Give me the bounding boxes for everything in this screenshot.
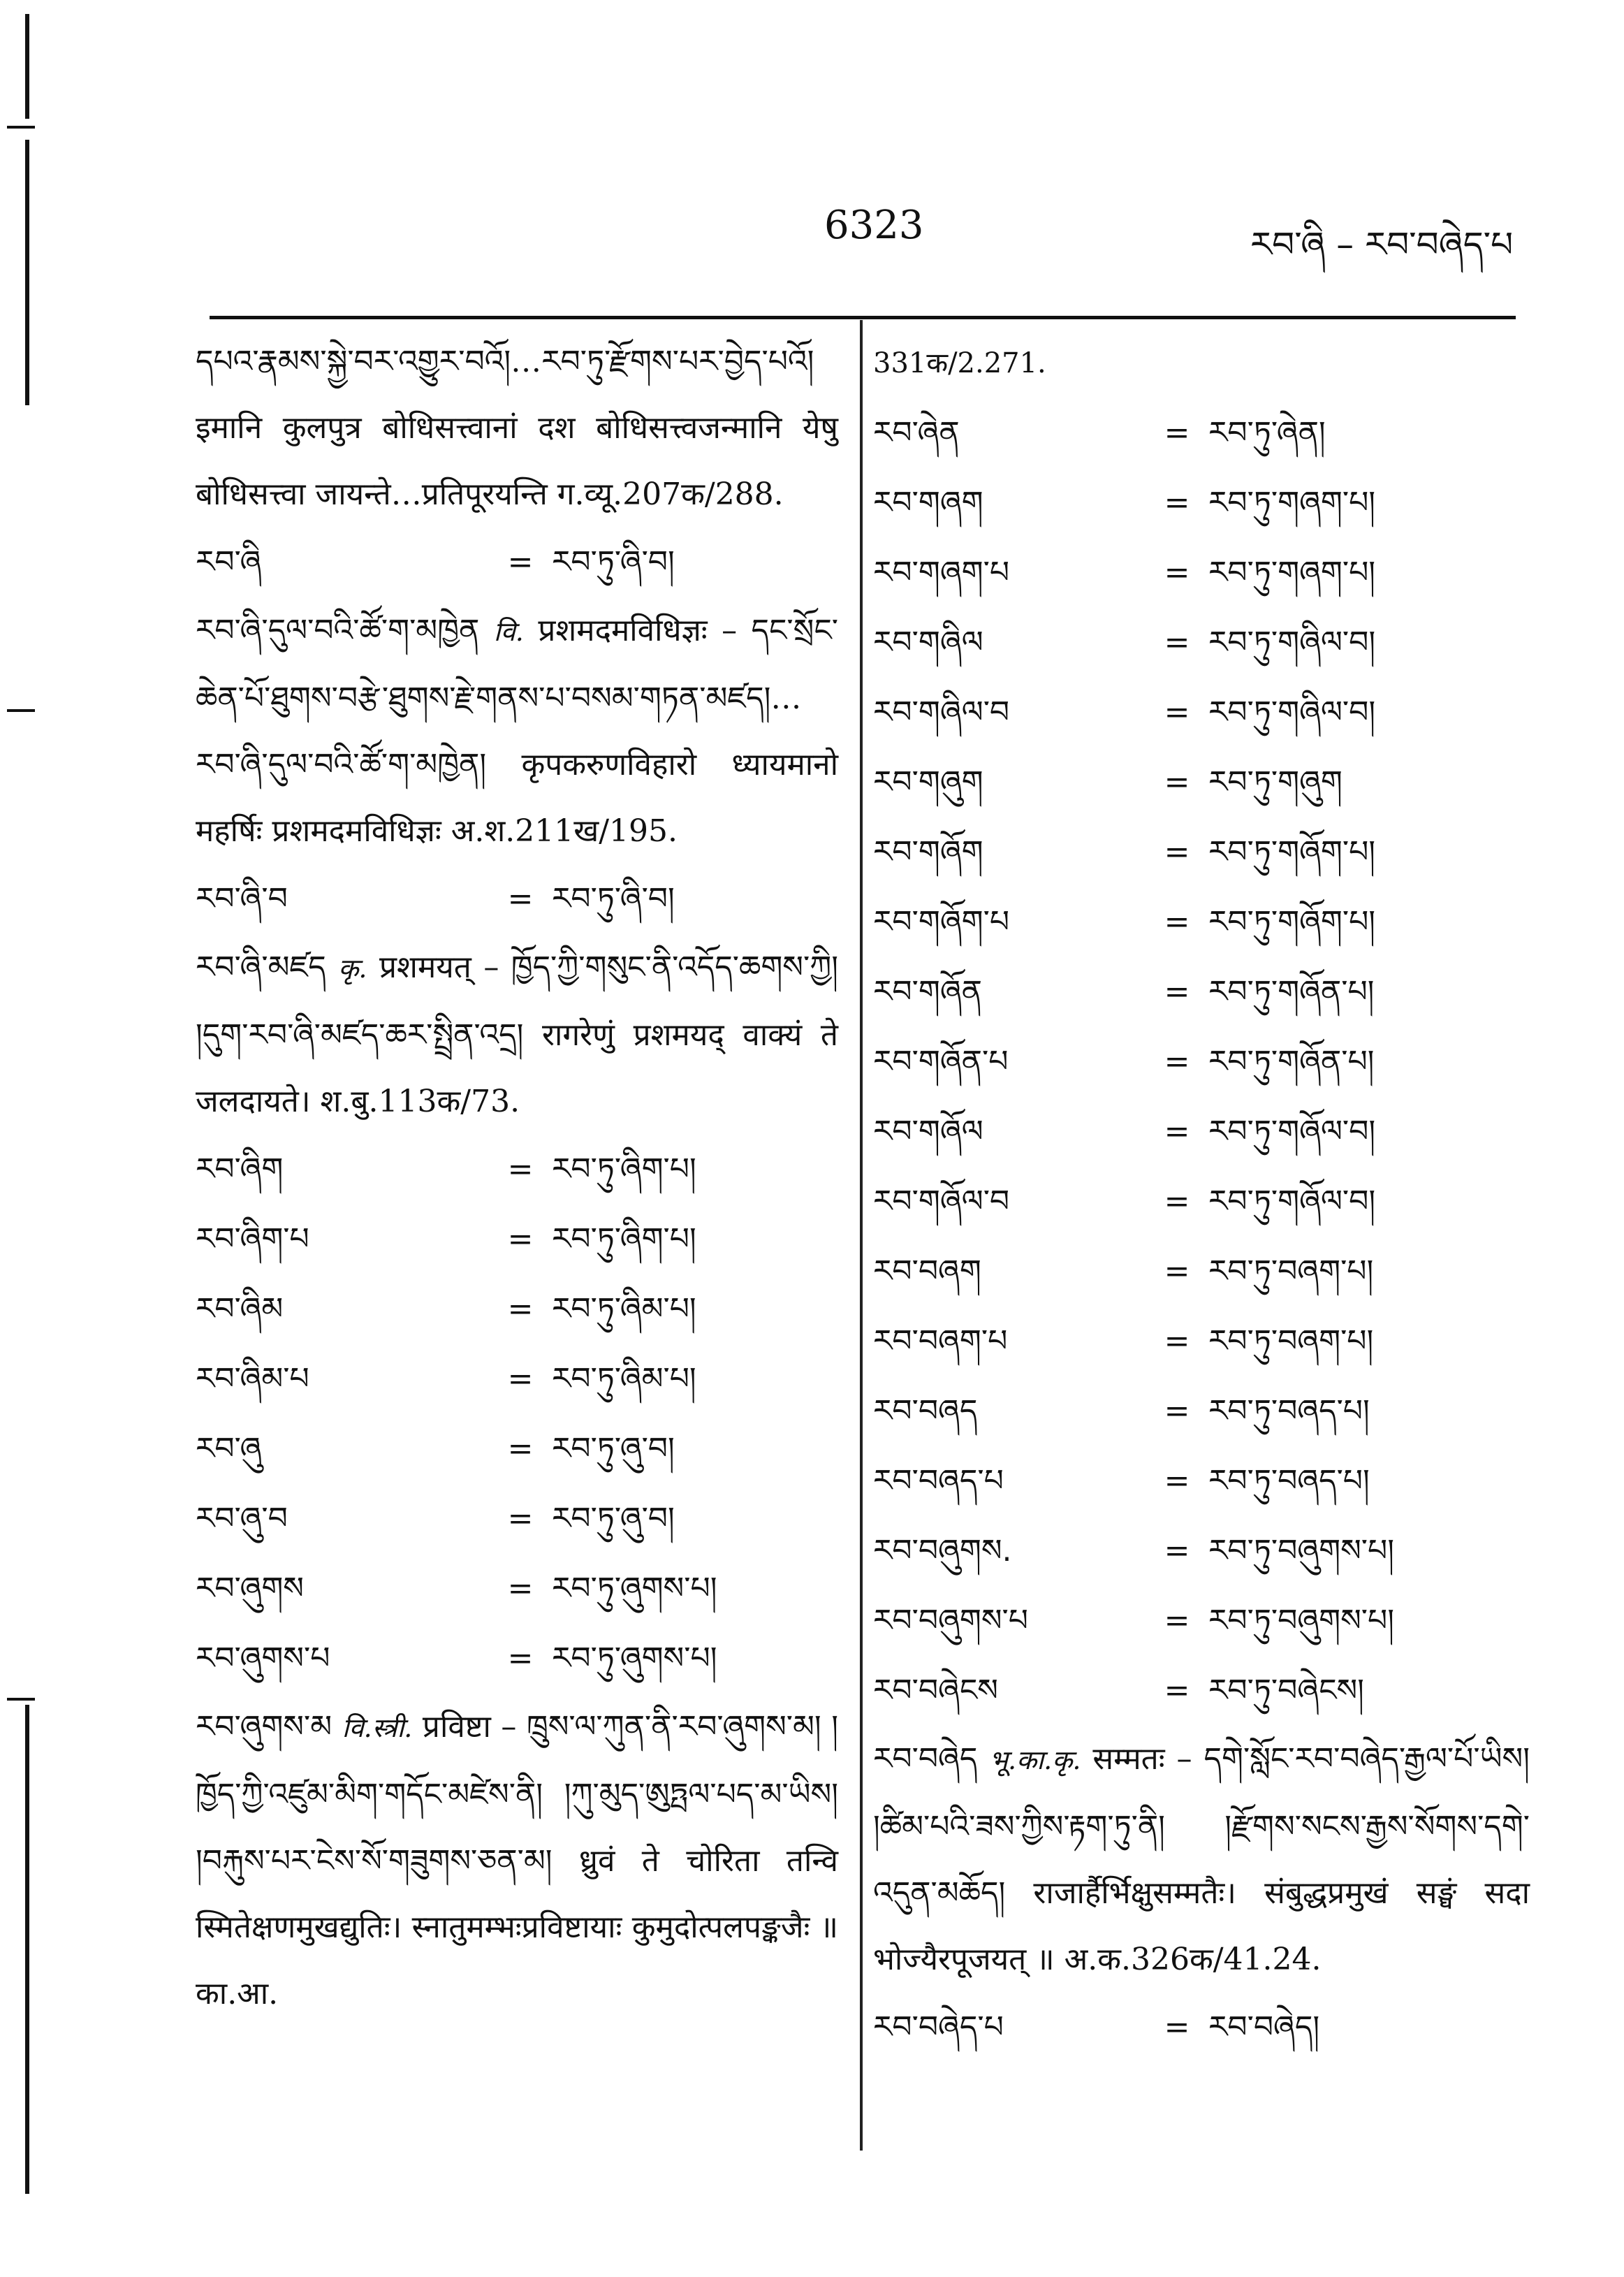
xref-target: རབ་ཏུ་ཞུ་བ། — [552, 1501, 675, 1536]
xref-term: རབ་ཞིམ — [196, 1291, 284, 1327]
xref-target: རབ་ཏུ་ཞེན། — [1208, 415, 1326, 451]
entry-text: प्रशमदमविधिज्ञः – དང་སྲོང་ཆེན་པོ་ཐུགས་བརྩེ་ཐུགས་རྗེ་གནས་པ་བསམ་གཏན་མཛད།… རབ་ཞི་དུལ་བའི་ཚོ་ག་མཁྱེན། कृपकरुणविहारो ध्यायमानो महर्षिः प्रशमदमविधिज्ञः अ.श.211ख/195. — [196, 613, 838, 849]
grammar-label: वि.स्त्री. — [342, 1712, 413, 1743]
xref-target: རབ་ཏུ་ཞི་བ། — [552, 544, 675, 580]
xref-term: རབ་གཞག་པ — [873, 555, 1010, 590]
equals-sign: = — [1164, 1533, 1190, 1569]
column-divider — [860, 320, 863, 2151]
xref-term: རབ་ཞུ་བ — [196, 1501, 288, 1536]
xref-entry — [873, 1307, 1530, 1376]
left-column — [196, 328, 838, 2027]
xref-target: རབ་ཏུ་གཞོན་པ། — [1208, 974, 1375, 1010]
xref-entry — [873, 1656, 1530, 1726]
equals-sign: = — [1164, 974, 1190, 1010]
xref-target: རབ་ཏུ་ཞིག་པ། — [552, 1151, 696, 1187]
xref-entry — [873, 538, 1530, 608]
xref-target: རབ་ཏུ་བཞད་པ། — [1208, 1393, 1370, 1429]
page-number: 6323 — [824, 203, 924, 248]
xref-entry — [196, 1484, 838, 1554]
margin-scan-line — [25, 14, 29, 119]
entry-headword: རབ་ཞུགས་མ — [196, 1709, 332, 1745]
equals-sign: = — [1164, 904, 1190, 940]
xref-target: རབ་ཏུ་གཞོལ་བ། — [1208, 1114, 1376, 1149]
xref-entry — [196, 1414, 838, 1484]
equals-sign: = — [507, 1151, 534, 1187]
xref-term: རབ་གཞིལ — [873, 625, 983, 660]
xref-entry — [873, 1027, 1530, 1097]
equals-sign: = — [507, 881, 534, 917]
xref-entry — [873, 748, 1530, 817]
xref-term: རབ་ཞི — [196, 544, 262, 580]
xref-target: རབ་བཞེད། — [1208, 2009, 1320, 2045]
margin-scan-tick — [7, 709, 35, 712]
definition-entry — [196, 1694, 838, 2027]
xref-term: རབ་བཞུགས. — [873, 1533, 1012, 1569]
xref-entry — [873, 1167, 1530, 1237]
equals-sign: = — [507, 1431, 534, 1467]
xref-entry — [873, 1446, 1530, 1516]
xref-term: རབ་བཞག — [873, 1253, 981, 1289]
margin-scan-line — [25, 140, 29, 405]
xref-entry — [873, 398, 1530, 468]
xref-entry — [196, 528, 838, 597]
xref-term: རབ་གཞིལ་བ — [873, 694, 1010, 730]
entry-headword: རབ་ཞི་དུལ་བའི་ཚོ་ག་མཁྱེན — [196, 613, 480, 648]
xref-target: རབ་ཏུ་བཞུགས་པ། — [1208, 1603, 1394, 1638]
xref-target: རབ་ཏུ་ཞིམ་པ། — [552, 1361, 696, 1397]
equals-sign: = — [507, 1571, 534, 1606]
grammar-label: कृ. — [338, 953, 367, 984]
xref-entry — [873, 468, 1530, 538]
xref-target: རབ་ཏུ་ཞུ་བ། — [552, 1431, 675, 1467]
xref-term: རབ་ཞེན — [873, 415, 960, 451]
equals-sign: = — [1164, 694, 1190, 730]
xref-entry — [873, 1237, 1530, 1307]
grammar-label: वि. — [493, 616, 524, 647]
equals-sign: = — [1164, 1184, 1190, 1219]
xref-term: རབ་གཞོག — [873, 834, 983, 870]
equals-sign: = — [1164, 834, 1190, 870]
xref-target: རབ་ཏུ་གཞིལ་བ། — [1208, 694, 1376, 730]
xref-entry — [873, 1993, 1530, 2063]
entry-text: प्रशमयत् – ཁྱོད་ཀྱི་གསུང་ནི་འདོད་ཆགས་ཀྱི། །དུག་རབ་ཞི་མཛད་ཆར་སྤྲིན་འདྲ། रागरेणुं प्रशमयद् वाक्यं ते जलदायते। श.बु.113क/73. — [196, 950, 838, 1119]
xref-target: རབ་ཏུ་གཞིལ་བ། — [1208, 625, 1376, 660]
equals-sign: = — [1164, 1253, 1190, 1289]
xref-term: རབ་བཞེངས — [873, 1673, 998, 1708]
xref-entry — [873, 817, 1530, 887]
xref-target: རབ་ཏུ་གཞུག — [1208, 764, 1343, 800]
xref-term: རབ་ཞུ — [196, 1431, 262, 1467]
equals-sign: = — [1164, 625, 1190, 660]
xref-entry — [873, 678, 1530, 748]
xref-term: རབ་ཞིག་པ — [196, 1221, 309, 1257]
entry-text: सम्मतः – དགེ་སློང་རབ་བཞེད་རྒྱལ་པོ་ཡིས། །ཚིམ་པའི་ཟས་ཀྱིས་རྟག་ཏུ་ནི། །རྫོགས་སངས་རྒྱས་སོགས་དགེ་འདུན་མཆོད། राजार्हैर्भिक्षुसम्मतैः। संबुद्धप्रमुखं सङ्घं सदा भोज्यैरपूजयत् ॥ अ.क.326क/41.24. — [873, 1741, 1530, 1977]
equals-sign: = — [1164, 1673, 1190, 1708]
equals-sign: = — [507, 544, 534, 580]
xref-entry — [873, 1516, 1530, 1586]
equals-sign: = — [1164, 2009, 1190, 2045]
xref-term: རབ་ཞུགས་པ — [196, 1641, 330, 1676]
equals-sign: = — [507, 1291, 534, 1327]
xref-entry — [873, 957, 1530, 1027]
running-head: རབ་ཞི – རབ་བཞེད་པ — [1250, 224, 1514, 265]
xref-target: རབ་ཏུ་གཞོག་པ། — [1208, 834, 1376, 870]
xref-target: རབ་ཏུ་བཞག་པ། — [1208, 1323, 1374, 1359]
xref-target: རབ་ཏུ་ཞིམ་པ། — [552, 1291, 696, 1327]
xref-term: རབ་བཞུགས་པ — [873, 1603, 1028, 1638]
equals-sign: = — [1164, 1114, 1190, 1149]
equals-sign: = — [1164, 1463, 1190, 1499]
continued-reference: 331क/2.271. — [873, 347, 1046, 379]
xref-entry — [196, 1135, 838, 1205]
xref-term: རབ་བཞེད་པ — [873, 2009, 1004, 2045]
xref-target: རབ་ཏུ་གཞག་པ། — [1208, 555, 1376, 590]
xref-entry — [873, 887, 1530, 957]
margin-scan-tick — [7, 126, 35, 129]
equals-sign: = — [507, 1501, 534, 1536]
equals-sign: = — [1164, 485, 1190, 521]
xref-term: རབ་གཞོལ — [873, 1114, 983, 1149]
xref-term: རབ་གཞུག — [873, 764, 983, 800]
xref-target: རབ་ཏུ་གཞོལ་བ། — [1208, 1184, 1376, 1219]
xref-term: རབ་གཞོལ་བ — [873, 1184, 1010, 1219]
xref-term: རབ་གཞག — [873, 485, 983, 521]
equals-sign: = — [507, 1641, 534, 1676]
xref-target: རབ་ཏུ་ཞིག་པ། — [552, 1221, 696, 1257]
xref-term: རབ་བཞག་པ — [873, 1323, 1008, 1359]
xref-term: རབ་བཞད་པ — [873, 1463, 1004, 1499]
right-column — [873, 328, 1530, 2063]
header-rule — [210, 316, 1516, 319]
xref-target: རབ་ཏུ་ཞི་བ། — [552, 881, 675, 917]
xref-target: རབ་ཏུ་གཞོན་པ། — [1208, 1044, 1375, 1079]
entry-text: प्रविष्टा – ཁྲུས་ལ་ཀུན་ནི་རབ་ཞུགས་མ། །ཁྱོད་ཀྱི་འཛུམ་མིག་གདོང་མཛེས་ནི། །ཀུ་མུད་ཨུཏྤལ་པད་མ་ཡིས། །བརྐུས་པར་ངེས་སོ་གཟུགས་ཅན་མ། ध्रुवं ते चोरिता तन्वि स्मितेक्षणमुखद्युतिः। स्नातुमम्भःप्रविष्टायाः कुमुदोत्पलपङ्कजैः ॥ का.आ. — [196, 1709, 838, 2012]
equals-sign: = — [507, 1361, 534, 1397]
xref-term: རབ་ཞུགས — [196, 1571, 305, 1606]
xref-term: རབ་བཞད — [873, 1393, 978, 1429]
xref-entry — [196, 1624, 838, 1694]
xref-target: རབ་ཏུ་བཞད་པ། — [1208, 1463, 1370, 1499]
equals-sign: = — [1164, 415, 1190, 451]
xref-term: རབ་ཞི་བ — [196, 881, 288, 917]
xref-term: རབ་གཞོན — [873, 974, 982, 1010]
xref-term: རབ་གཞོན་པ — [873, 1044, 1009, 1079]
margin-scan-line — [25, 1705, 29, 2194]
equals-sign: = — [1164, 555, 1190, 590]
continued-entry-text: དཔའ་རྣམས་སྐྱེ་བར་འགྱུར་བའོ།…རབ་ཏུ་རྫོགས་པར་བྱེད་པའོ། इमानि कुलपुत्र बोधिसत्त्वानां दश बोधिसत्त्वजन्मानि येषु बोधिसत्त्वा जायन्ते…प्रतिपूरयन्ति ग.व्यू.207क/288. — [196, 344, 838, 512]
xref-target: རབ་ཏུ་ཞུགས་པ། — [552, 1571, 717, 1606]
xref-entry — [196, 864, 838, 934]
xref-entry — [196, 1554, 838, 1624]
definition-entry — [196, 597, 838, 864]
equals-sign: = — [1164, 1323, 1190, 1359]
xref-term: རབ་གཞོག་པ — [873, 904, 1010, 940]
margin-scan-tick — [7, 1698, 35, 1701]
xref-entry — [873, 608, 1530, 678]
xref-target: རབ་ཏུ་བཞག་པ། — [1208, 1253, 1374, 1289]
xref-term: རབ་ཞིག — [196, 1151, 284, 1187]
xref-entry — [873, 1376, 1530, 1446]
xref-target: རབ་ཏུ་བཞེངས། — [1208, 1673, 1364, 1708]
equals-sign: = — [1164, 1044, 1190, 1079]
equals-sign: = — [507, 1221, 534, 1257]
xref-term: རབ་ཞིམ་པ — [196, 1361, 309, 1397]
definition-entry — [196, 934, 838, 1135]
xref-entry — [873, 1097, 1530, 1167]
xref-target: རབ་ཏུ་ཞུགས་པ། — [552, 1641, 717, 1676]
xref-entry — [873, 1586, 1530, 1656]
equals-sign: = — [1164, 1393, 1190, 1429]
equals-sign: = — [1164, 764, 1190, 800]
xref-target: རབ་ཏུ་གཞག་པ། — [1208, 485, 1376, 521]
entry-headword: རབ་ཞི་མཛད — [196, 950, 326, 985]
xref-entry — [196, 1344, 838, 1414]
definition-entry — [873, 1726, 1530, 1993]
xref-target: རབ་ཏུ་གཞོག་པ། — [1208, 904, 1376, 940]
xref-entry — [196, 1205, 838, 1274]
xref-entry — [196, 1274, 838, 1344]
equals-sign: = — [1164, 1603, 1190, 1638]
entry-headword: རབ་བཞེད — [873, 1741, 978, 1777]
grammar-label: भू.का.कृ. — [989, 1745, 1081, 1775]
xref-target: རབ་ཏུ་བཞུགས་པ། — [1208, 1533, 1394, 1569]
